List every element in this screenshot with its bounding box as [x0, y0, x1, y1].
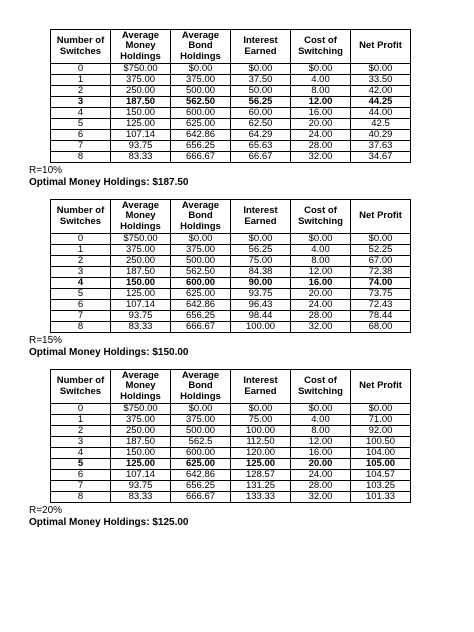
cell: 28.00	[291, 481, 351, 492]
cell: 83.33	[111, 322, 171, 333]
cell: 120.00	[231, 448, 291, 459]
cell: 656.25	[171, 481, 231, 492]
cell: 24.00	[291, 470, 351, 481]
cell: 20.00	[291, 459, 351, 470]
table-block-r10	[50, 29, 410, 163]
cell: $750.00	[111, 404, 171, 415]
table-row	[51, 311, 411, 322]
header-net-profit: Net Profit	[351, 30, 411, 64]
cell: 105.00	[351, 459, 411, 470]
cell: 2	[51, 256, 111, 267]
header-interest: Interest Earned	[231, 30, 291, 64]
cell: 56.25	[231, 245, 291, 256]
cell: 4	[51, 108, 111, 119]
cell: 375.00	[171, 415, 231, 426]
cell: 7	[51, 141, 111, 152]
cell: 104.00	[351, 448, 411, 459]
cell: 83.33	[111, 152, 171, 163]
table-row	[51, 75, 411, 86]
cell: 642.86	[171, 300, 231, 311]
cell: 187.50	[111, 97, 171, 108]
cell: 125.00	[111, 119, 171, 130]
cell: 1	[51, 415, 111, 426]
cell: $0.00	[351, 64, 411, 75]
cell: 107.14	[111, 300, 171, 311]
cell: 187.50	[111, 437, 171, 448]
cell: 5	[51, 289, 111, 300]
cell: 93.75	[111, 481, 171, 492]
table-row	[51, 234, 411, 245]
cell: 375.00	[111, 245, 171, 256]
cell: 1	[51, 245, 111, 256]
cell: 3	[51, 267, 111, 278]
cell: 8.00	[291, 426, 351, 437]
cell: 0	[51, 404, 111, 415]
cell: 656.25	[171, 311, 231, 322]
cell: 5	[51, 119, 111, 130]
cell: 93.75	[111, 141, 171, 152]
cell: 5	[51, 459, 111, 470]
cell: 75.00	[231, 415, 291, 426]
cell: 133.33	[231, 492, 291, 503]
cell: $0.00	[291, 404, 351, 415]
cell: $0.00	[231, 234, 291, 245]
table-row-optimal	[51, 459, 411, 470]
cell: 125.00	[111, 459, 171, 470]
cell: 250.00	[111, 86, 171, 97]
optimal-holdings-r20: Optimal Money Holdings: $125.00	[29, 517, 189, 528]
cell: 92.00	[351, 426, 411, 437]
cell: 8.00	[291, 256, 351, 267]
cell: 6	[51, 300, 111, 311]
cell: 93.75	[231, 289, 291, 300]
cell: 32.00	[291, 492, 351, 503]
table-row	[51, 245, 411, 256]
cell: 20.00	[291, 119, 351, 130]
cell: 4.00	[291, 75, 351, 86]
cell: 4.00	[291, 415, 351, 426]
cell: $0.00	[231, 404, 291, 415]
switching-table-r10	[50, 29, 411, 163]
table-row	[51, 300, 411, 311]
cell: 666.67	[171, 152, 231, 163]
switching-table-r15	[50, 199, 411, 333]
cell: 666.67	[171, 492, 231, 503]
cell: 12.00	[291, 437, 351, 448]
cell: 3	[51, 437, 111, 448]
cell: 66.67	[231, 152, 291, 163]
table-row	[51, 289, 411, 300]
cell: 42.5	[351, 119, 411, 130]
cell: 625.00	[171, 119, 231, 130]
cell: $750.00	[111, 64, 171, 75]
cell: 74.00	[351, 278, 411, 289]
cell: 600.00	[171, 108, 231, 119]
cell: $0.00	[171, 64, 231, 75]
cell: 375.00	[111, 415, 171, 426]
cell: 78.44	[351, 311, 411, 322]
cell: 100.50	[351, 437, 411, 448]
header-net-profit: Net Profit	[351, 370, 411, 404]
cell: 84.38	[231, 267, 291, 278]
cell: 625.00	[171, 459, 231, 470]
cell: 34.67	[351, 152, 411, 163]
cell: 68.00	[351, 322, 411, 333]
header-bond: Average Bond Holdings	[171, 30, 231, 64]
table-row	[51, 64, 411, 75]
header-cost: Cost of Switching	[291, 370, 351, 404]
header-bond: Average Bond Holdings	[171, 200, 231, 234]
header-interest: Interest Earned	[231, 200, 291, 234]
cell: 28.00	[291, 311, 351, 322]
cell: 44.00	[351, 108, 411, 119]
cell: $0.00	[231, 64, 291, 75]
cell: 20.00	[291, 289, 351, 300]
cell: 150.00	[111, 108, 171, 119]
header-net-profit: Net Profit	[351, 200, 411, 234]
cell: 12.00	[291, 267, 351, 278]
cell: 100.00	[231, 322, 291, 333]
cell: $0.00	[171, 404, 231, 415]
switching-table-r20	[50, 369, 411, 503]
cell: 37.50	[231, 75, 291, 86]
cell: 642.86	[171, 470, 231, 481]
table-row	[51, 415, 411, 426]
header-money: Average Money Holdings	[111, 370, 171, 404]
cell: 187.50	[111, 267, 171, 278]
cell: 60.00	[231, 108, 291, 119]
header-interest: Interest Earned	[231, 370, 291, 404]
cell: 112.50	[231, 437, 291, 448]
cell: 93.75	[111, 311, 171, 322]
header-bond: Average Bond Holdings	[171, 370, 231, 404]
cell: 0	[51, 64, 111, 75]
cell: 24.00	[291, 130, 351, 141]
rate-label-r15: R=15%	[29, 335, 63, 346]
header-cost: Cost of Switching	[291, 30, 351, 64]
cell: 4.00	[291, 245, 351, 256]
header-money: Average Money Holdings	[111, 30, 171, 64]
cell: 8	[51, 322, 111, 333]
cell: $0.00	[171, 234, 231, 245]
cell: 98.44	[231, 311, 291, 322]
cell: 103.25	[351, 481, 411, 492]
cell: 131.25	[231, 481, 291, 492]
cell: 250.00	[111, 426, 171, 437]
cell: 125.00	[231, 459, 291, 470]
cell: 375.00	[171, 245, 231, 256]
cell: 642.86	[171, 130, 231, 141]
cell: 52.25	[351, 245, 411, 256]
cell: 32.00	[291, 322, 351, 333]
table-row	[51, 141, 411, 152]
table-row	[51, 152, 411, 163]
table-row-optimal	[51, 97, 411, 108]
table-row	[51, 119, 411, 130]
cell: 104.57	[351, 470, 411, 481]
cell: $0.00	[351, 404, 411, 415]
table-row-optimal	[51, 278, 411, 289]
table-row	[51, 130, 411, 141]
cell: 150.00	[111, 448, 171, 459]
cell: 16.00	[291, 448, 351, 459]
cell: 4	[51, 448, 111, 459]
cell: 62.50	[231, 119, 291, 130]
cell: 32.00	[291, 152, 351, 163]
table-row	[51, 267, 411, 278]
cell: $0.00	[351, 234, 411, 245]
cell: 500.00	[171, 426, 231, 437]
header-switches: Number of Switches	[51, 200, 111, 234]
cell: 150.00	[111, 278, 171, 289]
cell: 250.00	[111, 256, 171, 267]
header-cost: Cost of Switching	[291, 200, 351, 234]
cell: 8.00	[291, 86, 351, 97]
cell: 625.00	[171, 289, 231, 300]
cell: 90.00	[231, 278, 291, 289]
cell: 96.43	[231, 300, 291, 311]
cell: 666.67	[171, 322, 231, 333]
cell: 42.00	[351, 86, 411, 97]
cell: 500.00	[171, 256, 231, 267]
cell: 2	[51, 86, 111, 97]
table-block-r20	[50, 369, 410, 503]
cell: $0.00	[291, 64, 351, 75]
cell: 16.00	[291, 278, 351, 289]
cell: 8	[51, 152, 111, 163]
cell: $750.00	[111, 234, 171, 245]
cell: 44.25	[351, 97, 411, 108]
cell: 24.00	[291, 300, 351, 311]
cell: 656.25	[171, 141, 231, 152]
cell: 375.00	[171, 75, 231, 86]
cell: 83.33	[111, 492, 171, 503]
cell: 500.00	[171, 86, 231, 97]
cell: 1	[51, 75, 111, 86]
cell: 67.00	[351, 256, 411, 267]
cell: 33.50	[351, 75, 411, 86]
cell: 40.29	[351, 130, 411, 141]
cell: 6	[51, 470, 111, 481]
table-row	[51, 481, 411, 492]
table-row	[51, 426, 411, 437]
cell: 72.38	[351, 267, 411, 278]
cell: 562.5	[171, 437, 231, 448]
cell: 7	[51, 481, 111, 492]
cell: 64.29	[231, 130, 291, 141]
table-row	[51, 448, 411, 459]
cell: 125.00	[111, 289, 171, 300]
header-row	[51, 370, 411, 404]
header-row	[51, 200, 411, 234]
table-row	[51, 492, 411, 503]
cell: 107.14	[111, 130, 171, 141]
table-row	[51, 86, 411, 97]
rate-label-r10: R=10%	[29, 165, 63, 176]
cell: 8	[51, 492, 111, 503]
table-row	[51, 322, 411, 333]
cell: 100.00	[231, 426, 291, 437]
cell: 4	[51, 278, 111, 289]
cell: 562.50	[171, 97, 231, 108]
cell: 28.00	[291, 141, 351, 152]
header-switches: Number of Switches	[51, 370, 111, 404]
table-block-r15	[50, 199, 410, 333]
table-row	[51, 108, 411, 119]
cell: 375.00	[111, 75, 171, 86]
cell: 75.00	[231, 256, 291, 267]
cell: 3	[51, 97, 111, 108]
header-switches: Number of Switches	[51, 30, 111, 64]
cell: 7	[51, 311, 111, 322]
rate-label-r20: R=20%	[29, 505, 63, 516]
cell: 2	[51, 426, 111, 437]
cell: 73.75	[351, 289, 411, 300]
cell: 71.00	[351, 415, 411, 426]
cell: 37.63	[351, 141, 411, 152]
table-row	[51, 437, 411, 448]
cell: 72.43	[351, 300, 411, 311]
cell: 16.00	[291, 108, 351, 119]
table-row	[51, 470, 411, 481]
cell: 600.00	[171, 448, 231, 459]
optimal-holdings-r10: Optimal Money Holdings: $187.50	[29, 177, 189, 188]
cell: 562.50	[171, 267, 231, 278]
table-row	[51, 404, 411, 415]
header-money: Average Money Holdings	[111, 200, 171, 234]
cell: 0	[51, 234, 111, 245]
cell: $0.00	[291, 234, 351, 245]
cell: 107.14	[111, 470, 171, 481]
cell: 600.00	[171, 278, 231, 289]
optimal-holdings-r15: Optimal Money Holdings: $150.00	[29, 347, 189, 358]
cell: 65.63	[231, 141, 291, 152]
header-row	[51, 30, 411, 64]
cell: 128.57	[231, 470, 291, 481]
cell: 12.00	[291, 97, 351, 108]
cell: 6	[51, 130, 111, 141]
table-row	[51, 256, 411, 267]
cell: 50.00	[231, 86, 291, 97]
cell: 101.33	[351, 492, 411, 503]
cell: 56.25	[231, 97, 291, 108]
